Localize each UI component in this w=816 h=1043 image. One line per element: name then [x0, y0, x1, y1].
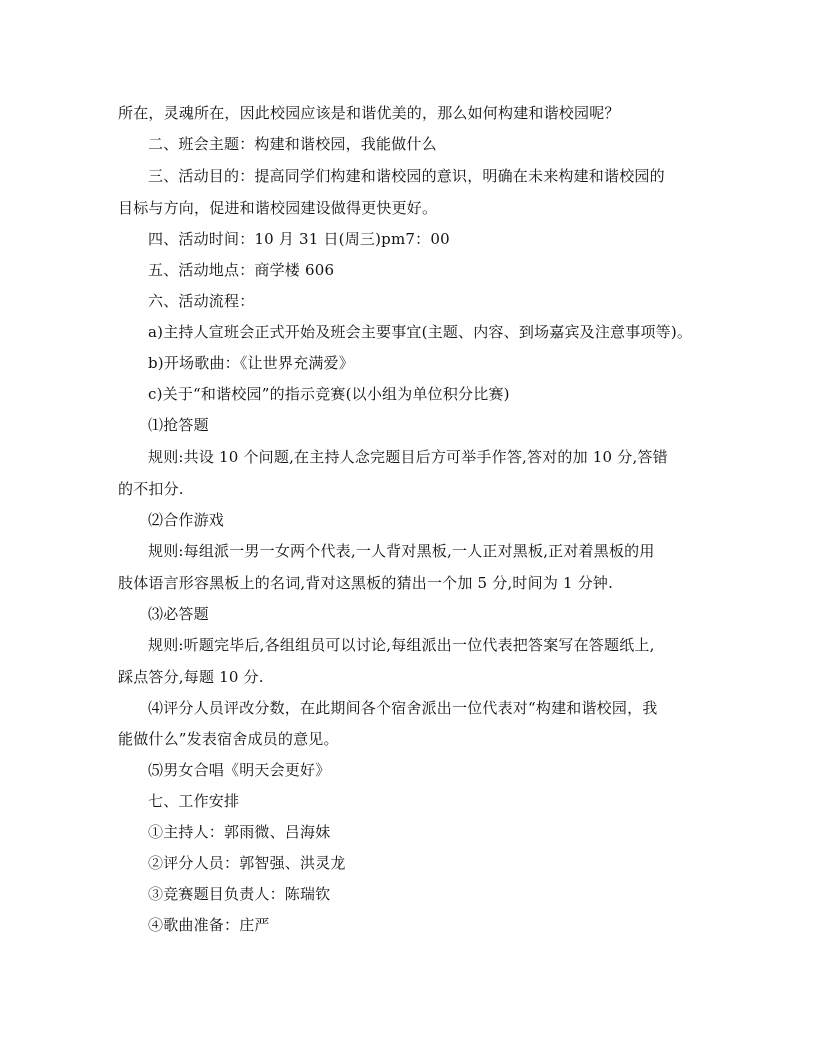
text-line: 规则:每组派一男一女两个代表,一人背对黑板,一人正对黑板,正对着黑板的用 [148, 542, 655, 560]
text-line: 四、活动时间：10 月 31 日(周三)pm7：00 [148, 230, 450, 248]
text-line: 三、活动目的：提高同学们构建和谐校园的意识，明确在未来构建和谐校园的 [148, 167, 665, 185]
text-line: 六、活动流程： [148, 292, 255, 310]
text-line: ⑶必答题 [148, 605, 209, 623]
text-line: ⑴抢答题 [148, 416, 209, 434]
text-line: 能做什么”发表宿舍成员的意见。 [118, 730, 339, 748]
text-line: 规则:共设 10 个问题,在主持人念完题目后方可举手作答,答对的加 10 分,答错 [148, 448, 668, 466]
text-line: ⑸男女合唱《明天会更好》 [148, 761, 331, 779]
text-line: 肢体语言形容黑板上的名词,背对这黑板的猜出一个加 5 分,时间为 1 分钟. [118, 574, 614, 592]
text-line: 所在，灵魂所在，因此校园应该是和谐优美的，那么如何构建和谐校园呢？ [118, 104, 620, 122]
text-line: ②评分人员：郭智强、洪灵龙 [148, 854, 346, 872]
text-line: 二、班会主题：构建和谐校园，我能做什么 [148, 135, 437, 153]
text-line: ⑵合作游戏 [148, 511, 225, 529]
text-line: 七、工作安排 [148, 792, 240, 810]
text-line: ⑷评分人员评改分数，在此期间各个宿舍派出一位代表对“构建和谐校园，我 [148, 699, 658, 717]
text-line: 踩点答分,每题 10 分. [118, 668, 264, 686]
text-line: 五、活动地点：商学楼 606 [148, 261, 335, 279]
text-line: b)开场歌曲：《让世界充满爱》 [148, 354, 354, 372]
text-line: 规则:听题完毕后,各组组员可以讨论,每组派出一位代表把答案写在答题纸上, [148, 636, 655, 654]
text-line: c)关于“和谐校园”的指示竞赛(以小组为单位积分比赛) [148, 385, 510, 403]
text-line: ③竞赛题目负责人：陈瑞钦 [148, 885, 331, 903]
text-line: ④歌曲准备：庄严 [148, 916, 270, 934]
text-line: 的不扣分. [118, 480, 184, 498]
text-line: a)主持人宣班会正式开始及班会主要事宜(主题、内容、到场嘉宾及注意事项等)。 [148, 323, 693, 341]
text-line: 目标与方向，促进和谐校园建设做得更快更好。 [118, 199, 438, 217]
text-line: ①主持人：郭雨微、吕海妹 [148, 823, 331, 841]
